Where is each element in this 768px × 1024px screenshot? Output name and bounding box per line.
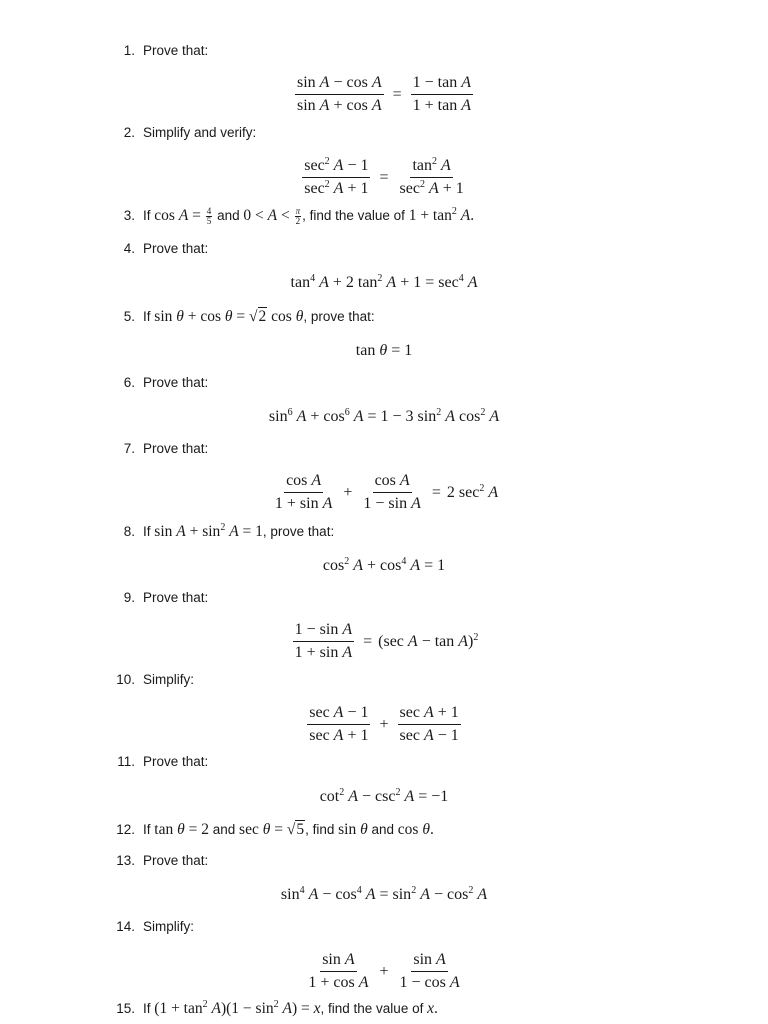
question-9 [105,590,208,605]
question-3: 3. If cos A = $\frac{4}{5}$ and 0 < A < $\frac{\pi}{2}$ , find the value of $1 + \tan^2 A$. [105,207,474,226]
question-text: Prove that: [143,853,209,868]
question-number: 1. [123,43,135,58]
question-14 [105,919,194,934]
question-number: 2. [123,125,135,140]
question-text: If [143,822,151,837]
equation-13: $\sin^4 A - \cos^4 A = \sin^2 A - \cos^2 A$ [280,885,488,903]
question-number: 15. [116,1001,135,1016]
question-12: 12. If tan θ = 2 and sec θ = √5, find sin θ and cos θ. [105,821,434,839]
equation-2: $\frac{\sec^2 A - 1}{\sec^2 A + 1}$ = $\frac{\tan^2 A}{\sec^2 A + 1}$ [304,156,464,197]
question-1 [105,43,208,58]
question-7 [105,441,208,456]
question-number: 4. [123,241,135,256]
question-number: 8. [123,524,135,539]
question-number: 3. [123,208,135,224]
question-4 [105,241,208,256]
question-number: 10. [116,672,135,687]
equation-6: $\sin^6 A + \cos^6 A = 1 - 3$ $\sin^2 A$ $\cos^2 A$ [268,407,500,425]
question-text: , prove that: [303,309,375,324]
question-text: Simplify: [143,672,195,687]
question-text: If [143,309,151,324]
question-number: 7. [123,441,135,456]
question-text: and [217,208,240,224]
question-text: and [212,822,236,837]
equation-10: $\frac{\text{sec A − 1}}{\text{sec A + 1}}$ + $\frac{\text{sec A + 1}}{\text{sec A − 1}}$ [309,704,459,744]
equation-5: tan θ = 1 [355,342,413,359]
question-15: 15. If $(1 + \tan^2 A)(1 - \sin^2 A) = x$, find the value of x. [105,1000,438,1018]
question-number: 12. [116,822,135,837]
question-text: If [143,1001,151,1016]
question-text: If [143,208,151,224]
equation-4: $\tan^4 A + 2$ $\tan^2 A + 1 = \sec^4 A$ [290,273,478,291]
question-text: and [371,822,395,837]
question-text: Prove that: [143,590,209,605]
question-number: 11. [117,754,135,769]
question-number: 9. [123,590,135,605]
question-text: Prove that: [143,754,209,769]
equation-1: $\frac{\text{sin A − cos A}}{\text{sin A + cos A}}$ = $\frac{\text{1 − tan A}}{\text{1 + tan A}}$ [297,74,471,114]
equation-9: $\frac{\text{1 − sin A}}{\text{1 + sin A}}$ = (sec A − tan A)$^2$ [294,621,479,661]
question-text: Prove that: [143,241,209,256]
question-6 [105,375,208,390]
question-number: 5. [123,309,135,324]
question-5: 5. If sin θ + cos θ = √2 cos θ, prove that: [105,308,375,326]
question-text: Prove that: [143,441,209,456]
question-13 [105,853,208,868]
question-number: 6. [123,375,135,390]
question-10 [105,672,194,687]
question-text: , find the value of [302,208,405,224]
question-8: 8. If $\sin A + \sin^2 A = 1$, prove that: [105,523,334,541]
question-11 [105,754,208,769]
question-2 [105,125,256,140]
question-text: Prove that: [143,375,209,390]
question-text: Simplify: [143,919,195,934]
equation-8: $\cos^2 A + \cos^4 A = 1$ [322,556,446,574]
question-number: 13. [116,853,135,868]
question-text: If [143,524,151,539]
equation-14: $\frac{\text{sin A}}{\text{1 + cos A}}$ + $\frac{\text{sin A}}{\text{1 − cos A}}$ [308,951,460,991]
question-text: Simplify and verify: [143,125,257,140]
equation-7: $\frac{\text{cos A}}{\text{1 + sin A}}$ + $\frac{\text{cos A}}{\text{1 − sin A}}$ = 2 $\sec^2 A$ [274,472,499,512]
question-number: 14. [116,919,135,934]
question-text: Prove that: [143,43,209,58]
question-text: , find the value of [320,1001,424,1016]
equation-11: $\cot^2 A - \csc^2 A = -1$ [319,787,449,805]
question-text: , prove that: [262,524,335,539]
question-text: , find [305,822,335,837]
